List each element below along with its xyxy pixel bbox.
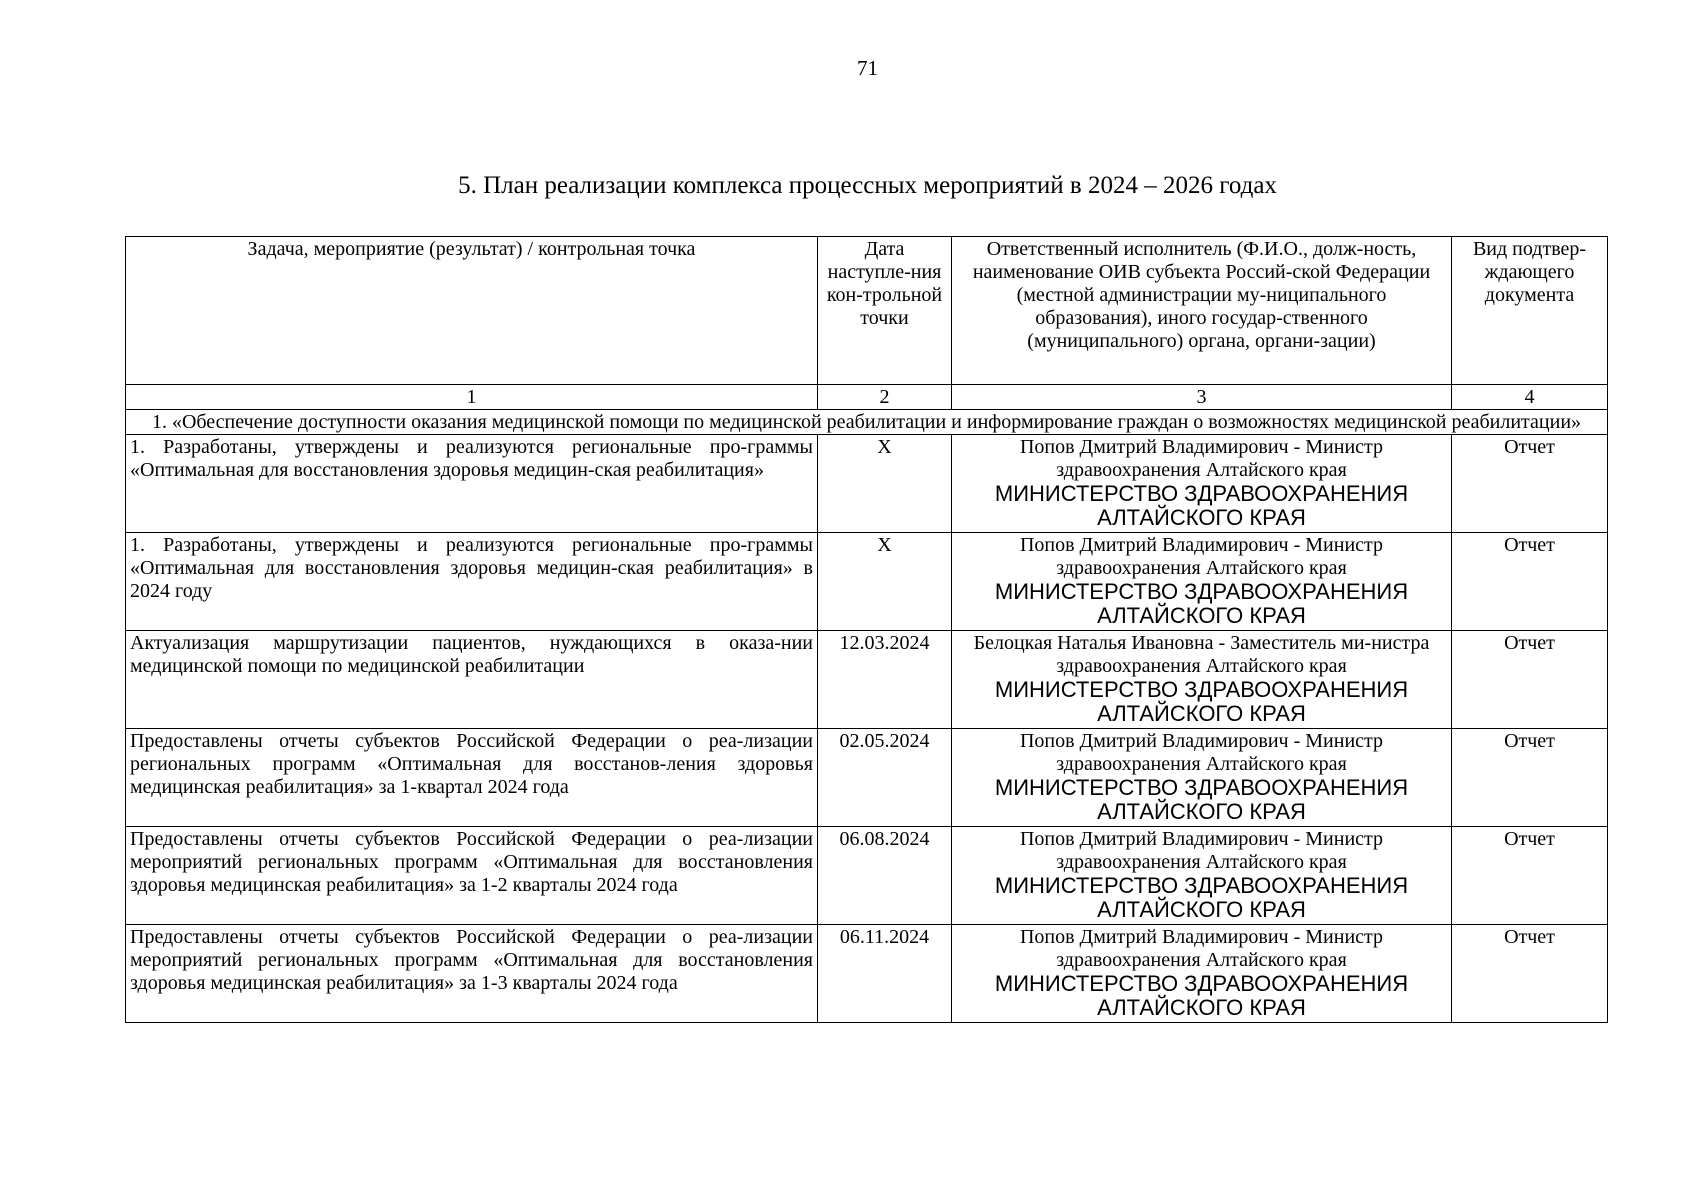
- date-cell: [818, 925, 952, 1023]
- task-text: 1. Разработаны, утверждены и реализуются региональные про-граммы «Оптимальная для восстановления здоровья медицин-ская реабилитация» в 2024 году: [130, 534, 813, 602]
- responsible-cell: [952, 925, 1452, 1023]
- column-number: 2: [818, 385, 952, 410]
- date-cell: [818, 533, 952, 631]
- date-text: 06.08.2024: [839, 828, 930, 850]
- date-cell: [818, 827, 952, 925]
- table-header-row: [126, 237, 1608, 385]
- header-date: Дата наступле-ния кон-трольной точки: [818, 237, 952, 385]
- responsible-org: МИНИСТЕРСТВО ЗДРАВООХРАНЕНИЯ АЛТАЙСКОГО КРАЯ: [994, 481, 1409, 530]
- plan-table: [125, 236, 1608, 1023]
- responsible-cell: [952, 533, 1452, 631]
- responsible-org: МИНИСТЕРСТВО ЗДРАВООХРАНЕНИЯ АЛТАЙСКОГО КРАЯ: [994, 677, 1409, 726]
- document-type: Отчет: [1504, 534, 1555, 556]
- table-row: [126, 435, 1608, 533]
- column-number: 4: [1452, 385, 1608, 410]
- document-cell: [1452, 925, 1608, 1023]
- responsible-cell: [952, 435, 1452, 533]
- task-cell: [126, 925, 818, 1023]
- responsible-person: Белоцкая Наталья Ивановна - Заместитель ми-нистра здравоохранения Алтайского края: [973, 632, 1430, 677]
- header-responsible: Ответственный исполнитель (Ф.И.О., долж-ность, наименование ОИВ субъекта Россий-ской Федерации (местной администрации му-ниципального образования), иного государ-ственного (муниципального) органа, органи-зации): [952, 237, 1452, 385]
- document-type: Отчет: [1504, 828, 1555, 850]
- task-cell: [126, 631, 818, 729]
- table-row: [126, 533, 1608, 631]
- responsible-person: Попов Дмитрий Владимирович - Министр здравоохранения Алтайского края: [1019, 730, 1384, 775]
- column-number: 3: [952, 385, 1452, 410]
- header-task: Задача, мероприятие (результат) / контрольная точка: [126, 237, 818, 385]
- task-text: Предоставлены отчеты субъектов Российской Федерации о реа-лизации региональных программ «Оптимальная для восстанов-ления здоровья медицинская реабилитация» за 1-квартал 2024 года: [130, 730, 813, 798]
- section-title: 1. «Обеспечение доступности оказания медицинской помощи по медицинской реабилитации и информирование граждан о возможностях медицинской реабилитации»: [126, 410, 1608, 435]
- table-row: [126, 631, 1608, 729]
- document-cell: [1452, 533, 1608, 631]
- responsible-org: МИНИСТЕРСТВО ЗДРАВООХРАНЕНИЯ АЛТАЙСКОГО КРАЯ: [994, 873, 1409, 922]
- document-cell: [1452, 631, 1608, 729]
- document-cell: [1452, 435, 1608, 533]
- responsible-cell: [952, 827, 1452, 925]
- responsible-org: МИНИСТЕРСТВО ЗДРАВООХРАНЕНИЯ АЛТАЙСКОГО КРАЯ: [994, 971, 1409, 1020]
- task-cell: [126, 729, 818, 827]
- table-row: [126, 827, 1608, 925]
- task-text: Предоставлены отчеты субъектов Российской Федерации о реа-лизации мероприятий региональных программ «Оптимальная для восстановления здоровья медицинская реабилитация» за 1-3 кварталы 2024 года: [130, 926, 813, 994]
- date-text: 12.03.2024: [839, 632, 930, 654]
- responsible-cell: [952, 631, 1452, 729]
- task-cell: [126, 827, 818, 925]
- task-text: Актуализация маршрутизации пациентов, нуждающихся в оказа-нии медицинской помощи по медицинской реабилитации: [130, 632, 813, 677]
- plan-title: 5. План реализации комплекса процессных мероприятий в 2024 – 2026 годах: [458, 172, 1277, 199]
- date-cell: [818, 729, 952, 827]
- section-row: [126, 410, 1608, 435]
- page-number: 71: [857, 56, 878, 80]
- responsible-person: Попов Дмитрий Владимирович - Министр здравоохранения Алтайского края: [1019, 828, 1384, 873]
- date-text: X: [877, 534, 892, 556]
- date-text: 02.05.2024: [839, 730, 930, 752]
- responsible-person: Попов Дмитрий Владимирович - Министр здравоохранения Алтайского края: [1019, 926, 1384, 971]
- document-type: Отчет: [1504, 436, 1555, 458]
- document-cell: [1452, 827, 1608, 925]
- document-type: Отчет: [1504, 730, 1555, 752]
- table-row: [126, 729, 1608, 827]
- date-text: X: [877, 436, 892, 458]
- responsible-org: МИНИСТЕРСТВО ЗДРАВООХРАНЕНИЯ АЛТАЙСКОГО КРАЯ: [994, 579, 1409, 628]
- task-cell: [126, 533, 818, 631]
- responsible-cell: [952, 729, 1452, 827]
- table-row: [126, 925, 1608, 1023]
- header-document: Вид подтвер-ждающего документа: [1452, 237, 1608, 385]
- task-cell: [126, 435, 818, 533]
- task-text: 1. Разработаны, утверждены и реализуются региональные про-граммы «Оптимальная для восстановления здоровья медицин-ская реабилитация»: [130, 436, 813, 481]
- document-cell: [1452, 729, 1608, 827]
- responsible-person: Попов Дмитрий Владимирович - Министр здравоохранения Алтайского края: [1019, 534, 1384, 579]
- column-number-row: [126, 385, 1608, 410]
- document-type: Отчет: [1504, 632, 1555, 654]
- date-cell: [818, 435, 952, 533]
- column-number: 1: [126, 385, 818, 410]
- responsible-org: МИНИСТЕРСТВО ЗДРАВООХРАНЕНИЯ АЛТАЙСКОГО КРАЯ: [994, 775, 1409, 824]
- document-type: Отчет: [1504, 926, 1555, 948]
- responsible-person: Попов Дмитрий Владимирович - Министр здравоохранения Алтайского края: [1019, 436, 1384, 481]
- date-text: 06.11.2024: [839, 926, 930, 948]
- task-text: Предоставлены отчеты субъектов Российской Федерации о реа-лизации мероприятий региональных программ «Оптимальная для восстановления здоровья медицинская реабилитация» за 1-2 кварталы 2024 года: [130, 828, 813, 896]
- date-cell: [818, 631, 952, 729]
